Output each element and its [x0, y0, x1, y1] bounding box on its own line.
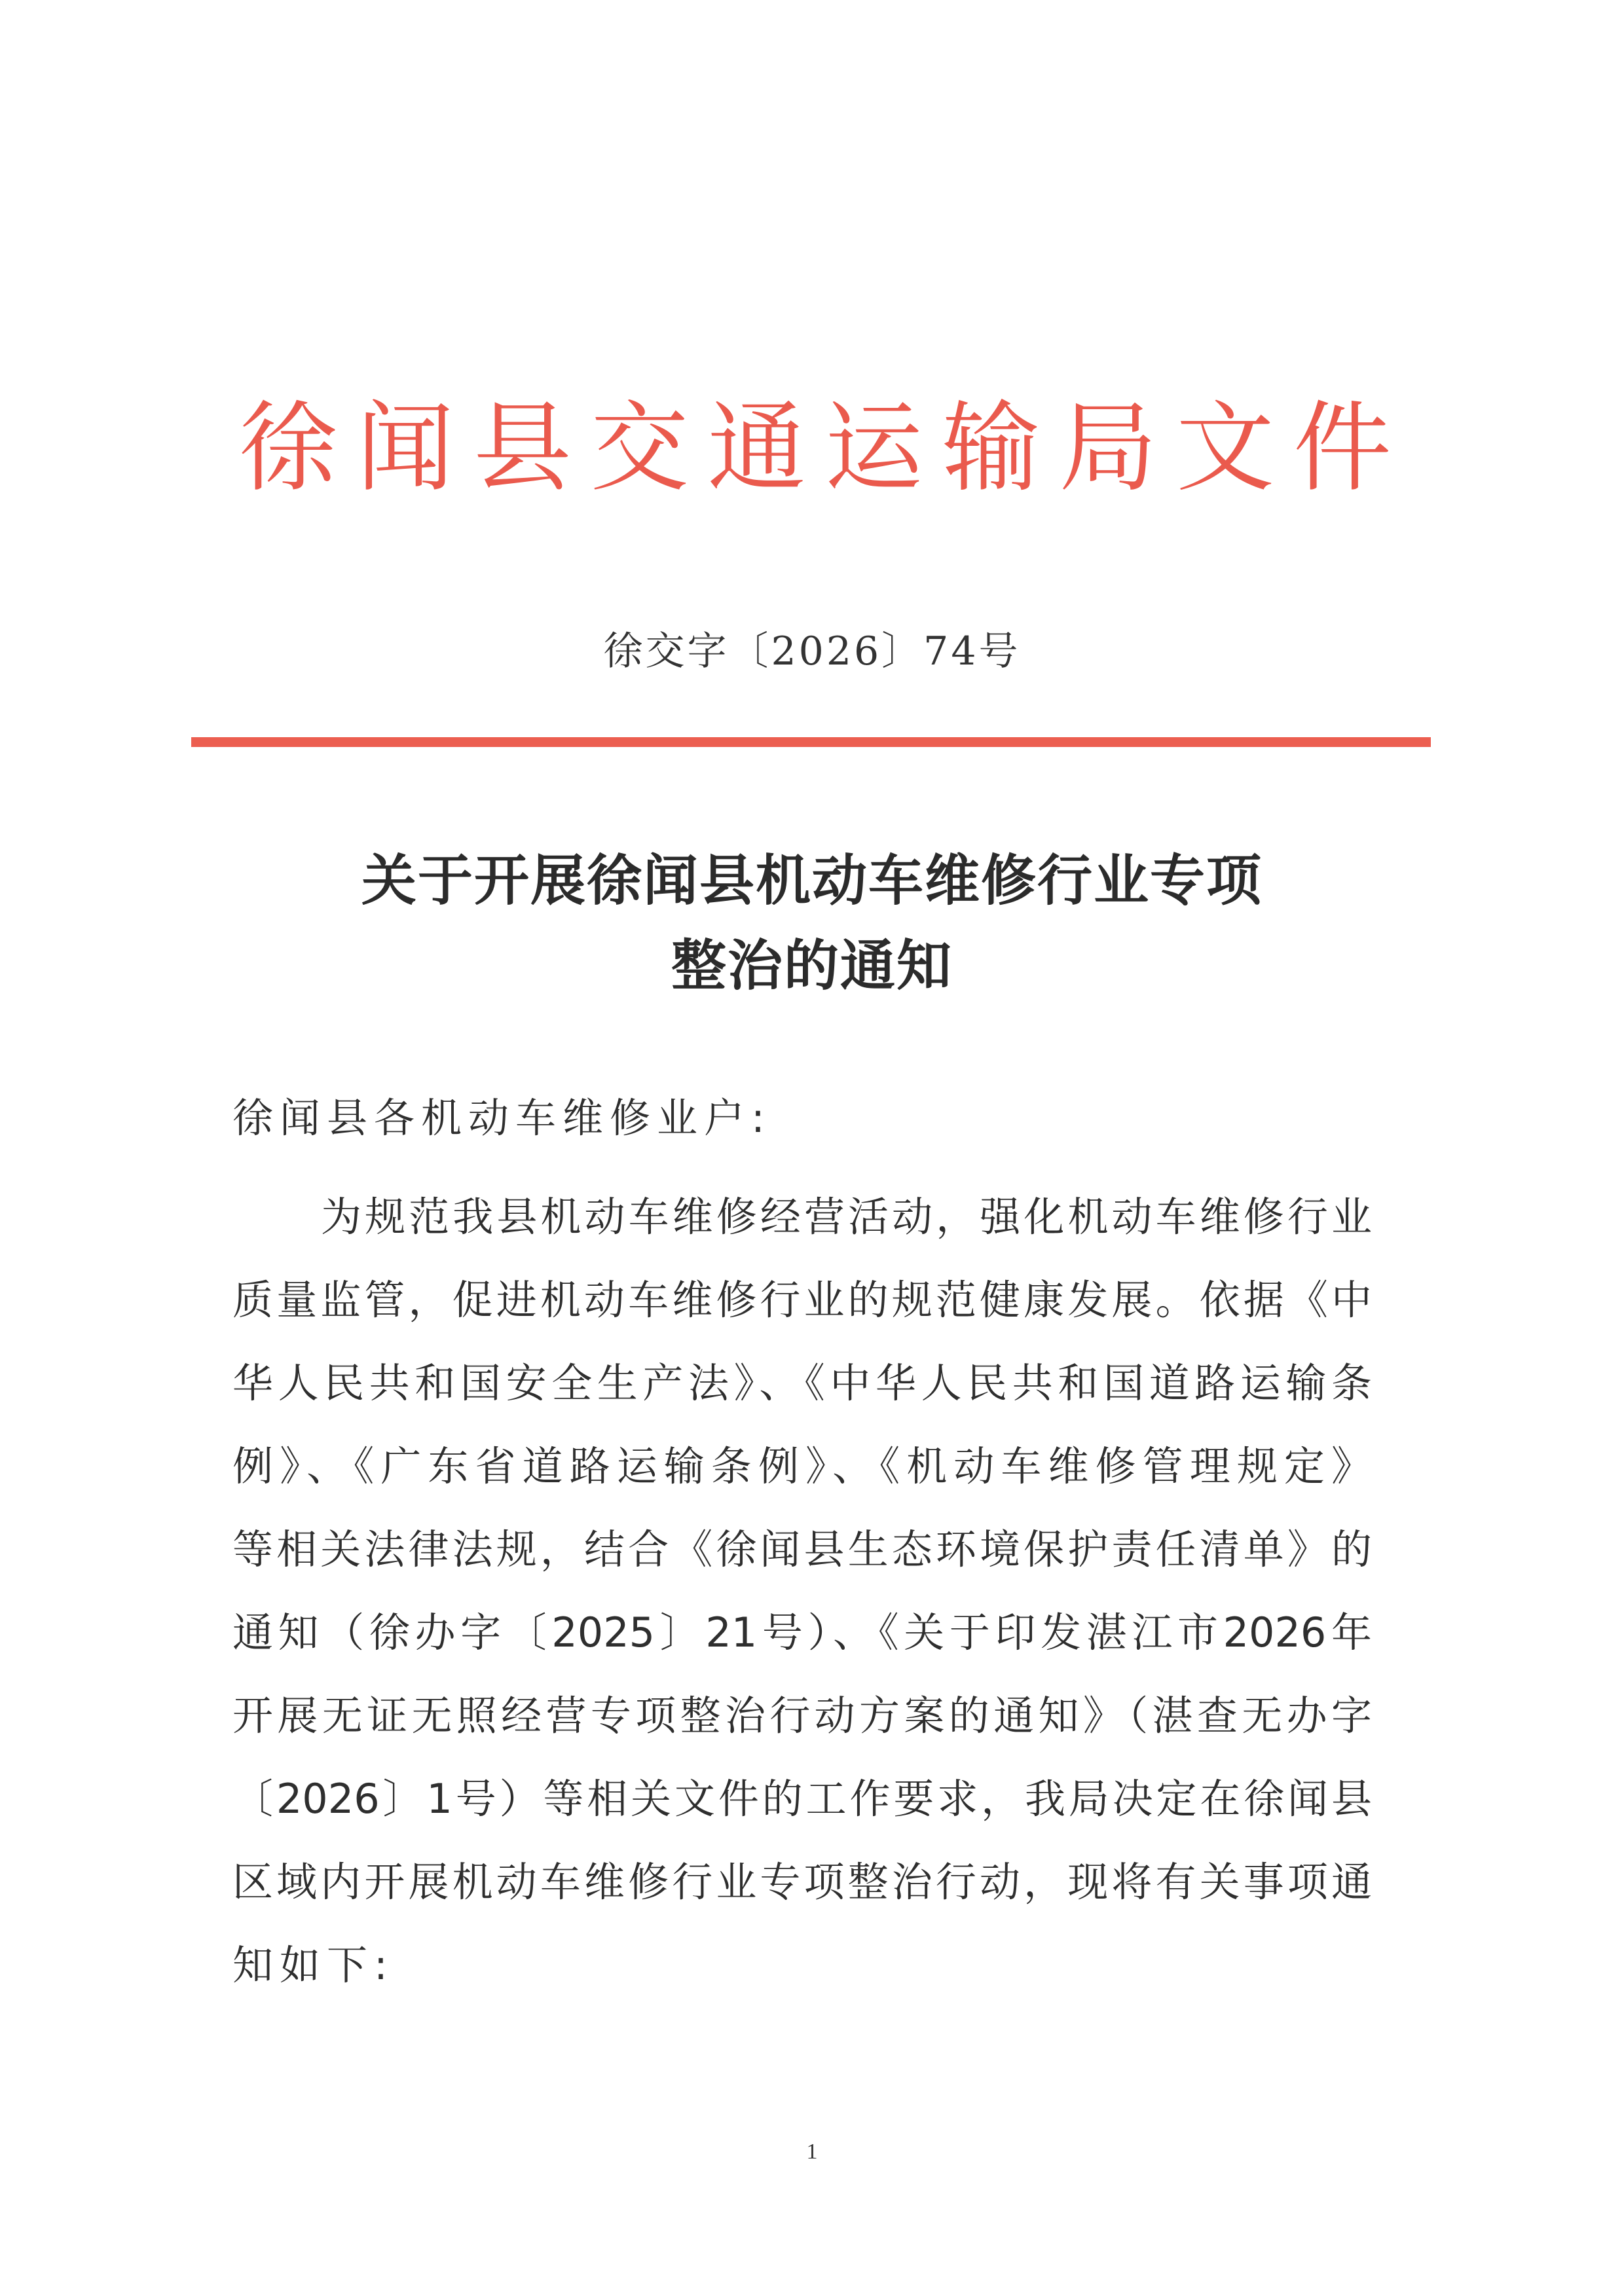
issuer-red-header — [239, 393, 1392, 504]
title-line-1: 关于开展徐闻县机动车维修行业专项 — [361, 848, 1263, 913]
body-line: 〔2026〕1号）等相关文件的工作要求，我局决定在徐闻县 — [232, 1775, 1372, 1823]
body-line: 等相关法律法规，结合《徐闻县生态环境保护责任清单》的 — [232, 1525, 1372, 1573]
body-line: 开展无证无照经营专项整治行动方案的通知》（湛查无办字 — [232, 1692, 1372, 1740]
header-char: 件 — [1293, 392, 1392, 505]
header-char: 局 — [1059, 392, 1158, 505]
document-title — [0, 838, 1624, 1008]
body-paragraph — [232, 1175, 1372, 2007]
red-divider-rule — [191, 737, 1431, 747]
header-char: 输 — [942, 392, 1041, 505]
body-line: 华人民共和国安全生产法》、《中华人民共和国道路运输条 — [232, 1359, 1372, 1407]
body-line: 知如下: — [232, 1941, 394, 1989]
header-char: 通 — [707, 392, 806, 505]
header-char: 县 — [473, 392, 572, 505]
body-line: 通知（徐办字〔2025〕21号）、《关于印发湛江市2026年 — [232, 1609, 1372, 1656]
body-line: 为规范我县机动车维修经营活动，强化机动车维修行业 — [321, 1193, 1372, 1241]
page-number: 1 — [806, 2140, 818, 2164]
header-char: 徐 — [239, 392, 338, 505]
header-char: 闻 — [356, 392, 454, 505]
header-char: 运 — [824, 392, 923, 505]
salutation: 徐闻县各机动车维修业户: — [232, 1094, 771, 1142]
title-line-2: 整治的通知 — [671, 933, 953, 998]
document-number: 徐交字〔2026〕74号 — [603, 629, 1021, 674]
header-char: 文 — [1176, 392, 1275, 505]
body-line: 质量监管，促进机动车维修行业的规范健康发展。依据《中 — [232, 1276, 1372, 1324]
header-char: 交 — [590, 392, 689, 505]
body-line: 区域内开展机动车维修行业专项整治行动，现将有关事项通 — [232, 1858, 1372, 1906]
body-line: 例》、《广东省道路运输条例》、《机动车维修管理规定》 — [232, 1442, 1372, 1490]
